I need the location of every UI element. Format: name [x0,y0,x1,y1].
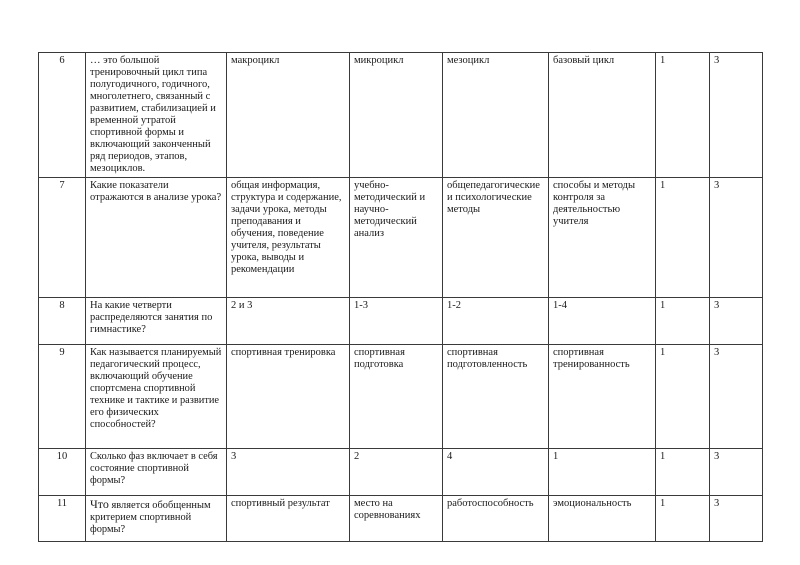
answer-option-3: 1-2 [443,298,549,345]
question-number: 10 [39,449,86,496]
answer-option-4: спортивная тренированность [549,345,656,449]
answer-option-4: эмоциональность [549,496,656,542]
question-number: 9 [39,345,86,449]
question-number: 6 [39,53,86,178]
question-text: Сколько фаз включает в себя состояние спортивной формы? [86,449,227,496]
table-row [39,178,763,298]
answer-option-2: спортивная подготовка [350,345,443,449]
correct-answer: 1 [656,298,710,345]
answer-option-1: макроцикл [227,53,350,178]
question-text-rest: является обобщенным критерием спортивной формы? [90,500,211,535]
answer-option-2: микроцикл [350,53,443,178]
answer-option-1: 2 и 3 [227,298,350,345]
answer-option-4: базовый цикл [549,53,656,178]
question-text [86,496,227,542]
table-row [39,345,763,449]
correct-answer: 1 [656,345,710,449]
answer-option-3: 4 [443,449,549,496]
points: 3 [710,496,763,542]
points: 3 [710,178,763,298]
answer-option-1: спортивная тренировка [227,345,350,449]
answer-option-3: работоспособность [443,496,549,542]
table-row [39,449,763,496]
answer-option-3: спортивная подготовленность [443,345,549,449]
correct-answer: 1 [656,449,710,496]
points: 3 [710,345,763,449]
answer-option-1: спортивный результат [227,496,350,542]
answer-option-4: способы и методы контроля за деятельностью учителя [549,178,656,298]
table-row [39,53,763,178]
answer-option-2: 2 [350,449,443,496]
question-number: 7 [39,178,86,298]
question-text: Какие показатели отражаются в анализе урока? [86,178,227,298]
correct-answer: 1 [656,496,710,542]
points: 3 [710,449,763,496]
test-questions-table [38,52,763,542]
answer-option-2: место на соревнованиях [350,496,443,542]
answer-option-3: мезоцикл [443,53,549,178]
answer-option-4: 1-4 [549,298,656,345]
question-number: 11 [39,496,86,542]
question-text: … это большой тренировочный цикл типа полугодичного, годичного, многолетнего, связанный с развитием, стабилизацией и временной утратой спортивной формы и включающий законченный ряд периодов, этапов, мезоциклов. [86,53,227,178]
question-text: На какие четверти распределяются занятия по гимнастике? [86,298,227,345]
question-text: Как называется планируемый педагогический процесс, включающий обучение спортсмена спортивной технике и тактике и развитие его физических способностей? [86,345,227,449]
answer-option-3: общепедагогические и психологические методы [443,178,549,298]
answer-option-1: 3 [227,449,350,496]
question-number: 8 [39,298,86,345]
answer-option-1: общая информация, структура и содержание, задачи урока, методы преподавания и обучения, поведение учителя, результаты урока, выводы и рекомендации [227,178,350,298]
correct-answer: 1 [656,53,710,178]
question-text-first-word: Что [90,497,109,511]
answer-option-2: 1-3 [350,298,443,345]
table-row [39,298,763,345]
points: 3 [710,53,763,178]
answer-option-2: учебно-методический и научно-методический анализ [350,178,443,298]
table-row [39,496,763,542]
answer-option-4: 1 [549,449,656,496]
points: 3 [710,298,763,345]
correct-answer: 1 [656,178,710,298]
